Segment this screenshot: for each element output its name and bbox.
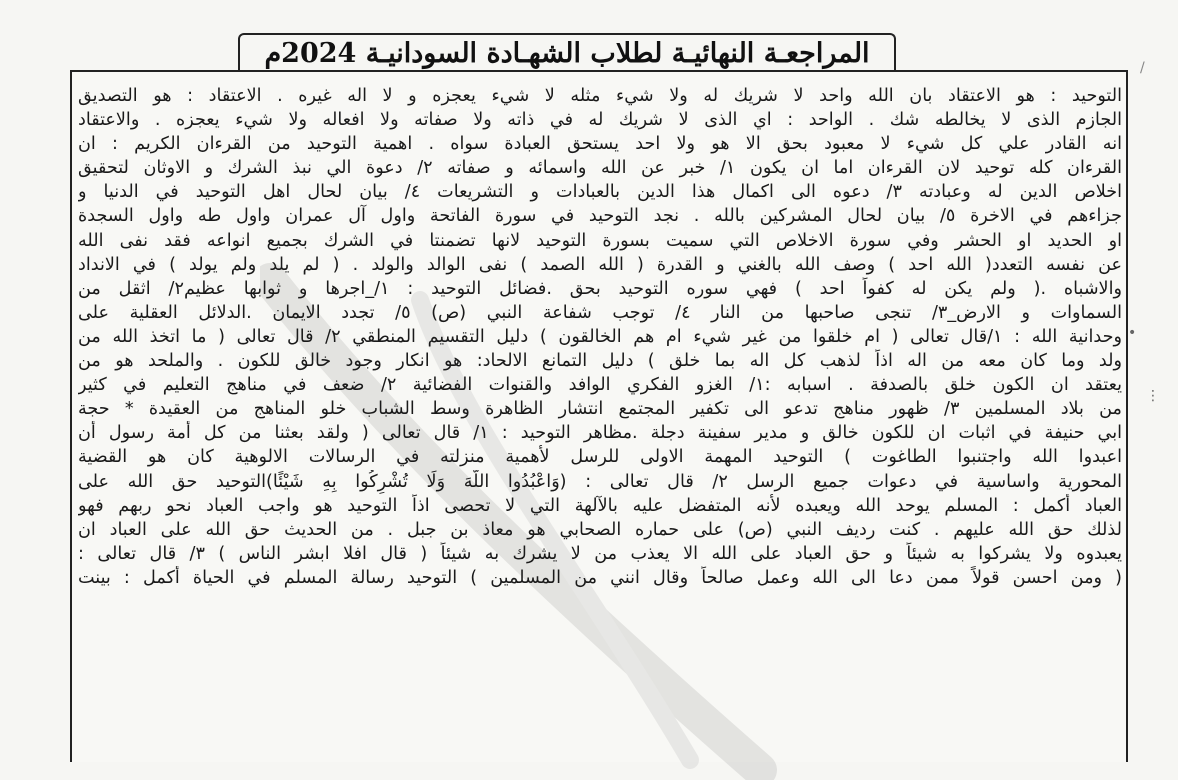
body-line: السماوات و الارض_٣/ تنجى صاحبها من النار ٤/ توجب شفاعة النبي (ص) ٥/ تجدد الايمان .الدلائل العقلية على: [78, 302, 1122, 323]
document-body: [78, 84, 1122, 590]
body-line: لذلك حق الله عليهم . كنت رديف النبي (ص) على حماره الصحابي هو معاذ بن جبل . من الحديث حق الله على العباد ان: [78, 519, 1122, 540]
document-title: المراجعـة النهائيـة لطلاب الشهـادة السودانيـة 2024م: [264, 37, 870, 69]
body-line: اعبدوا الله واجتنبوا الطاغوت ) التوحيد المهمة الاولى للرسل لأهمية منزلته في الرسالات الالوهية كان هو القضية: [78, 447, 1122, 468]
body-line: او الحديد او الحشر وفي سورة الاخلاص التي سميت بسورة التوحيد لانها تضمنتا في الشرك بجميع انواعه فقد نفى الله: [78, 230, 1122, 251]
body-line: عن نفسه التعدد( الله احد ) وصف الله بالغني و القدرة ( الله الصمد ) نفى الوالد والولد . ( لم يلد ولم يولد ) في الانداد: [78, 254, 1122, 275]
margin-tick: /: [1140, 60, 1145, 76]
document-header: [238, 33, 896, 71]
body-line: انه القادر علي كل شيء لا معبود بحق الا هو ولا احد يستحق العبادة سواه . اهمية التوحيد من القرءان الكريم : ان: [78, 134, 1122, 155]
margin-dots: ⋮: [1146, 388, 1160, 404]
body-line: ولد وما كان معه من اله اذاً لذهب كل اله بما خلق ) دليل التمانع الالحاد: هو انكار وجود خالق للكون . والملحد هو من: [78, 351, 1122, 372]
body-line: الجازم الذى لا يخالطه شك . الواحد : اي الذى لا شريك له في ذاته ولا صفاته ولا افعاله ولا شيء يعجزه . والاعتقاد: [78, 110, 1122, 131]
body-line: من بلاد المسلمين ٣/ ظهور مناهج تدعو الى تكفير المجتمع انتشار الظاهرة وسط الشباب خلو المناهج من العقيدة * حجة: [78, 399, 1122, 420]
margin-dot: •: [1128, 325, 1137, 341]
body-line: العباد أكمل : المسلم يوحد الله ويعبده لأنه المتفضل عليه بالآلهة التي لا تحصى اذاً التوحيد هو واجب العباد نحو ربهم فهو: [78, 495, 1122, 516]
body-line: يعتقد ان الكون خلق بالصدفة . اسبابه :١/ الغزو الفكري الوافد والقنوات الفضائية ٢/ ضعف في مناهج التعليم في كثير: [78, 375, 1122, 396]
body-line: القرءان كله توحيد لان القرءان اما ان يكون ١/ خبر عن الله واسمائه و صفاته ٢/ دعوة الي نبذ الشرك و الاوثان لتحقيق: [78, 158, 1122, 179]
body-line: المحورية واساسية في دعوات جميع الرسل ٢/ قال تعالى : (وَاعْبُدُوا اللَّهَ وَلَا تُشْرِكُوا بِهِ شَيْئًا)التوحيد حق الله على: [78, 471, 1122, 492]
body-line: ابي حنيفة في اثبات ان للكون خالق و مدير سفينة دجلة .مظاهر التوحيد : ١/ قال تعالى ( ولقد بعثنا من كل أمة رسول أن: [78, 423, 1122, 444]
body-line: ( ومن احسن قولاً ممن دعا الى الله وعمل صالحاً وقال انني من المسلمين ) التوحيد رسالة المسلم في الحياة أكمل : بينت: [78, 567, 1122, 588]
body-line: جزاءهم في الاخرة ٥/ بيان لحال المشركين بالله . نجد التوحيد في سورة الفاتحة واول آل عمران واول طه واول السجدة: [78, 206, 1122, 227]
body-line: يعبدوه ولا يشركوا به شيئاً و حق العباد على الله الا يعذب من لا يشرك به شيئاً ( قال افلا ابشر الناس ) ٣/ قال تعالى :: [78, 543, 1122, 564]
body-line: اخلاص الدين له وعبادته ٣/ دعوه الى اكمال هذا الدين بالعبادات و التشريعات ٤/ بيان لحال اهل التوحيد في الدنيا و: [78, 182, 1122, 203]
body-line: وحدانية الله : ١/قال تعالى ( ام خلقوا من غير شيء ام هم الخالقون ) دليل التقسيم المنطقي ٢/ قال تعالى ( ما اتخذ الله من: [78, 326, 1122, 347]
body-line: والاشباه .( ولم يكن له كفواً احد ) فهي سوره التوحيد بحق .فضائل التوحيد : ١/_اجرها و ثوابها عظيم٢/ اثقل من: [78, 278, 1122, 299]
body-line: التوحيد : هو الاعتقاد بان الله واحد لا شريك له ولا شيء مثله لا شيء يعجزه و لا اله غيره . الاعتقاد : هو التصديق: [78, 86, 1122, 106]
